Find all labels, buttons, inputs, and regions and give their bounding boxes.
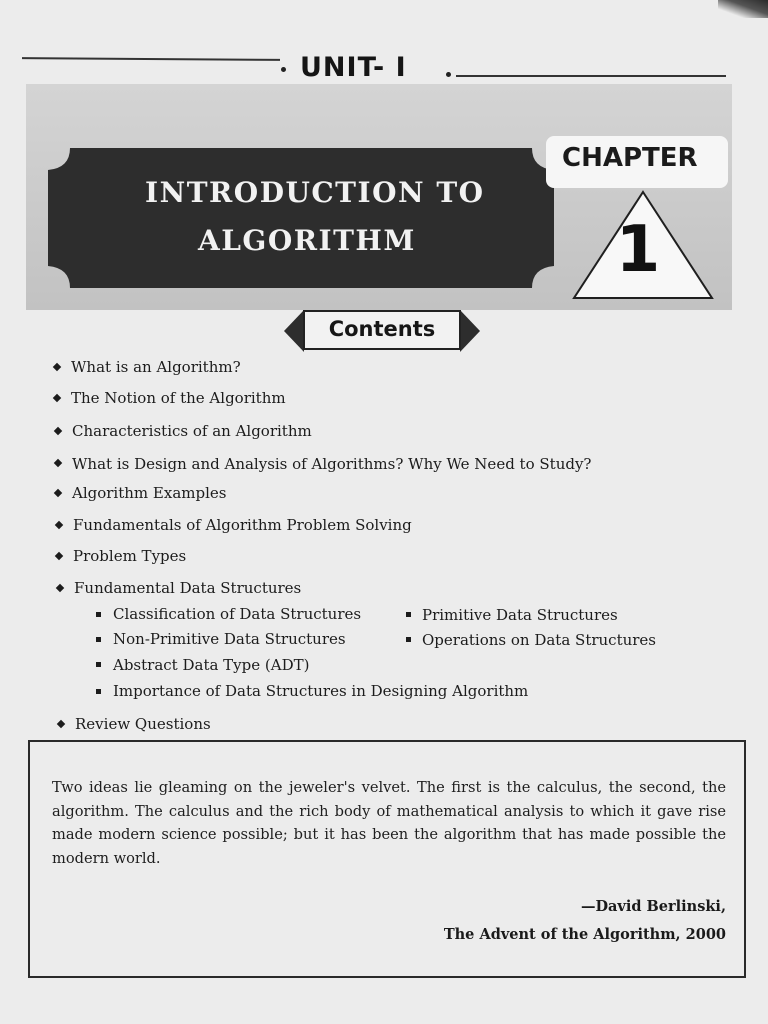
bullet-diamond [54,489,62,497]
contents-item: What is Design and Analysis of Algorithms? Why We Need to Study? [72,455,592,473]
contents-subitem: Classification of Data Structures [113,605,362,623]
bullet-square [96,689,101,694]
contents-item: Problem Types [73,547,187,565]
contents-item: Characteristics of an Algorithm [72,422,312,440]
unit-dot-left [281,67,286,72]
contents-subitem: Non-Primitive Data Structures [113,630,346,648]
bullet-diamond [56,584,64,592]
bullet-square [96,637,101,642]
bullet-diamond [54,427,62,435]
chapter-title-plate [48,148,554,288]
contents-subitem: Abstract Data Type (ADT) [113,656,310,674]
unit-rule-right [456,75,726,77]
unit-dot-right [446,72,451,77]
contents-item: Fundamental Data Structures [74,579,302,597]
contents-subitem: Primitive Data Structures [422,606,618,624]
quote-source: The Advent of the Algorithm, 2000 [443,926,726,943]
bullet-square [406,612,411,617]
chapter-number: 1 [615,213,661,287]
bullet-square [96,662,101,667]
page-corner-shadow [718,0,768,18]
contents-item: The Notion of the Algorithm [71,389,286,407]
contents-item: What is an Algorithm? [71,358,241,376]
bullet-diamond [57,720,65,728]
bullet-diamond [54,459,62,467]
contents-heading: Contents [328,317,436,341]
quote-text: Two ideas lie gleaming on the jeweler's velvet. The first is the calculus, the second, the algorithm. The calculus and the rich body of mathematical analysis to which it gave rise made modern science possible; but it has been the algorithm that has made possible the modern world. [52,779,726,867]
contents-subitem: Importance of Data Structures in Designing Algorithm [113,682,529,700]
chapter-label: CHAPTER [562,143,698,173]
bullet-square [96,612,101,617]
chapter-title-line2: ALGORITHM [198,224,416,257]
bullet-square [406,637,411,642]
unit-rule-left [22,57,280,61]
bullet-diamond [55,521,63,529]
bullet-diamond [53,363,61,371]
contents-item: Algorithm Examples [72,484,227,502]
quote-author: —David Berlinski, [580,898,726,915]
contents-subitem: Operations on Data Structures [422,631,657,649]
bullet-diamond [53,394,61,402]
bullet-diamond [55,552,63,560]
contents-item: Review Questions [75,715,211,733]
contents-item: Fundamentals of Algorithm Problem Solving [73,516,412,534]
chapter-title-line1: INTRODUCTION TO [145,176,485,209]
unit-title: UNIT- I [300,52,407,83]
